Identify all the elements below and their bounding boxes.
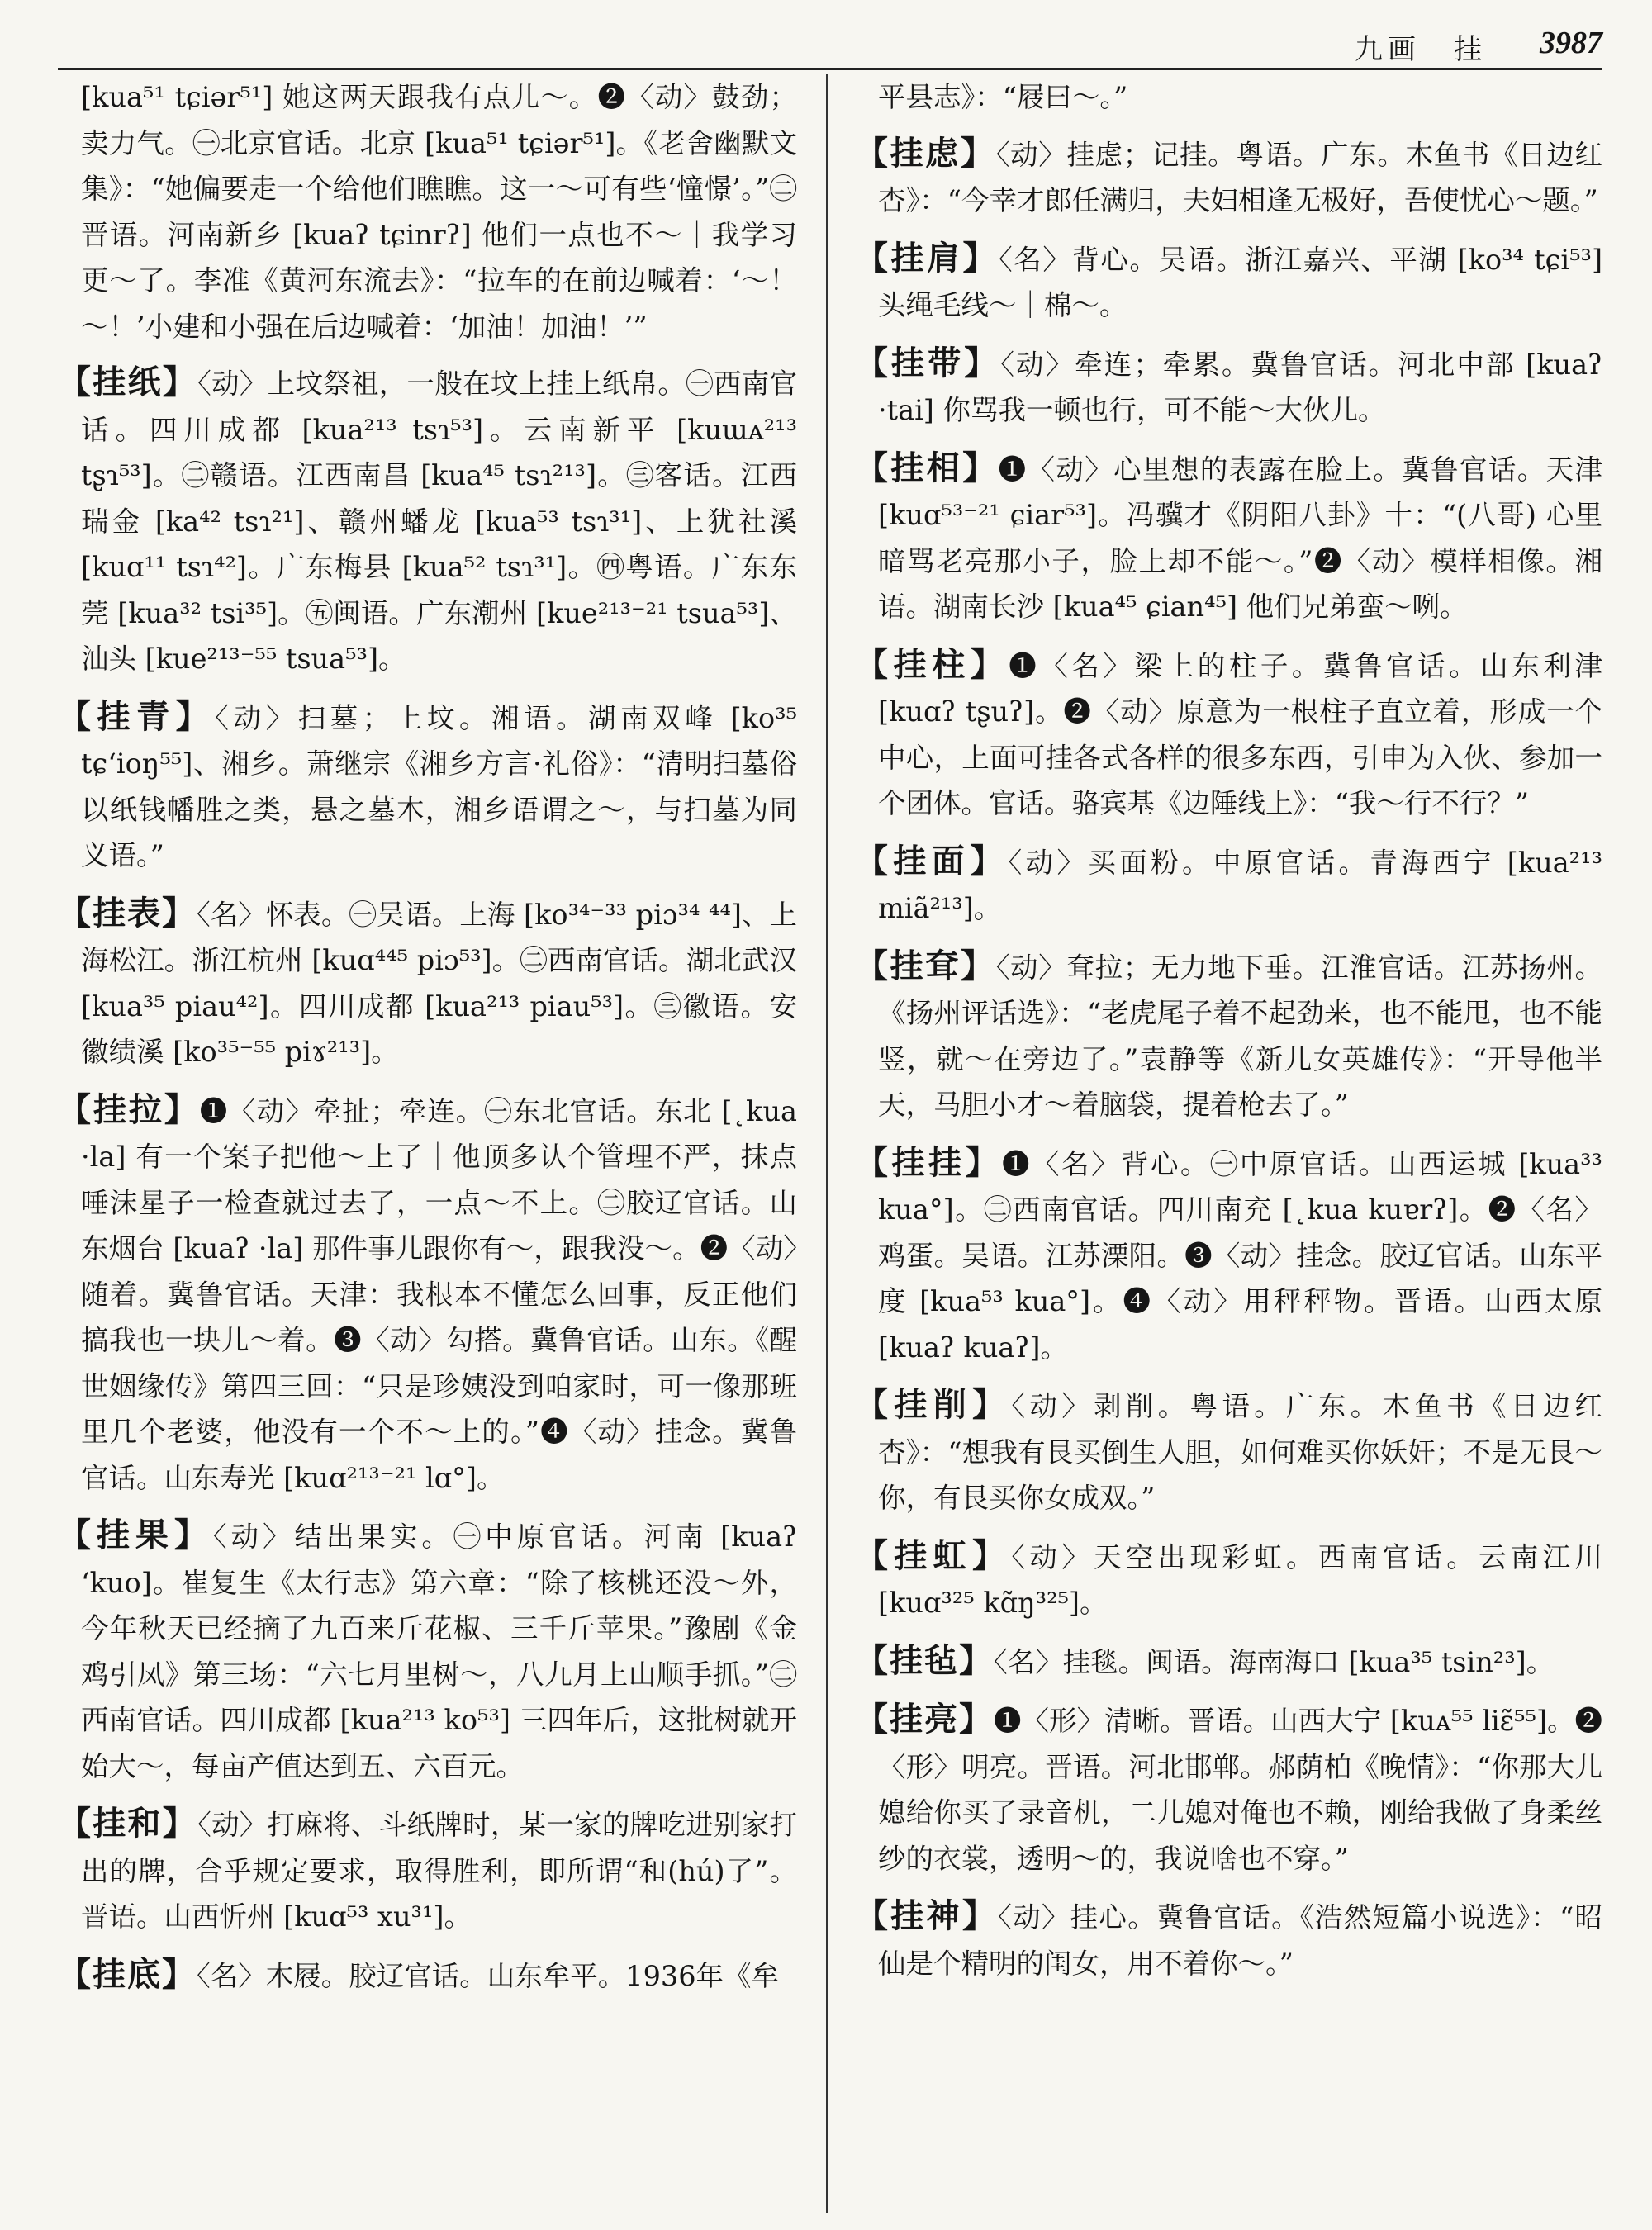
- dictionary-entry: [855, 340, 1602, 434]
- entry-headword: 【挂挂】: [855, 1142, 1003, 1182]
- dictionary-entry: [58, 1801, 797, 1940]
- entry-body: 〈动〉耷拉；无力地下垂。江淮官话。江苏扬州。《扬州评话选》：“老虎尾子着不起劲来，也不能甩，也不能竖，就～在旁边了。”袁静等《新儿女英雄传》：“开导他半天，马胆小才～着脑袋，提着枪去了。”: [878, 951, 1602, 1121]
- entry-headword: 【挂毡】: [855, 1640, 994, 1680]
- entry-body: ❶〈名〉梁上的柱子。冀鲁官话。山东利津 [kuɑʔ tʂuʔ]。❷〈动〉原意为一根柱子直立着，形成一个中心，上面可挂各式各样的很多东西，引申为入伙、参加一个团体。官话。骆宾基《边陲线上》：“我～行不行？”: [878, 649, 1602, 819]
- entry-body: 〈动〉挂心。冀鲁官话。《浩然短篇小说选》：“昭仙是个精明的闺女，用不着你～。”: [878, 1901, 1602, 1980]
- dictionary-entry: [855, 1140, 1602, 1371]
- entry-body: 〈名〉木屐。胶辽官话。山东牟平。1936年《牟: [197, 1959, 780, 1992]
- dictionary-entry: [855, 642, 1602, 827]
- dictionary-entry: [855, 1893, 1602, 1986]
- entry-headword: 【挂肩】: [855, 238, 999, 278]
- dictionary-entry: [855, 943, 1602, 1128]
- entry-body: ❶〈动〉心里想的表露在脸上。冀鲁官话。天津 [kuɑ⁵³⁻²¹ ɕiar⁵³]。冯骥才《阴阳八卦》十：“(八哥) 心里暗骂老亮那小子，脸上却不能～。”❷〈动〉模样相像。湘语。湖南长沙 [kua⁴⁵ ɕian⁴⁵] 他们兄弟蛮～咧。: [878, 453, 1602, 623]
- entry-body: ❶〈形〉清晰。晋语。山西大宁 [kuᴀ⁵⁵ liɛ̃⁵⁵]。❷〈形〉明亮。晋语。河北邯郸。郝荫柏《晚情》：“你那大儿媳给你买了录音机，二儿媳对俺也不赖，刚给我做了身柔丝纱的衣裳，透明～的，我说啥也不穿。”: [878, 1705, 1602, 1875]
- running-head: 九画 挂: [1355, 33, 1487, 66]
- dictionary-entry: [855, 838, 1602, 932]
- entry-body: 〈动〉挂虑；记挂。粤语。广东。木鱼书《日边红杏》：“今幸才郎任满归，夫妇相逢无极好，吾使忧心～题。”: [878, 138, 1602, 216]
- entry-headword: 【挂底】: [58, 1954, 197, 1994]
- entry-body: 〈名〉背心。吴语。浙江嘉兴、平湖 [ko³⁴ tɕi⁵³] 头绳毛线～｜棉～。: [878, 243, 1602, 321]
- dictionary-entry: [855, 1696, 1602, 1881]
- dictionary-entry: [58, 1087, 797, 1502]
- right-column: [855, 74, 1602, 2213]
- dictionary-entry: [855, 235, 1602, 329]
- continued-entry: [kua⁵¹ tɕiər⁵¹] 她这两天跟我有点儿～。❷〈动〉鼓劲；卖力气。㊀北京官话。北京 [kua⁵¹ tɕiər⁵¹]。《老舍幽默文集》：“她偏要走一个给他们瞧瞧。这一～可有些‘憧憬’。”㊁晋语。河南新乡 [kuaʔ tɕinrʔ] 他们一点也不～｜我学习更～了。李准《黄河东流去》：“拉车的在前边喊着：‘～！～！’小建和小强在后边喊着：‘加油！加油！’”: [81, 81, 797, 343]
- entry-headword: 【挂神】: [855, 1896, 999, 1935]
- page-header: [58, 18, 1602, 70]
- entry-headword: 【挂虹】: [855, 1535, 1012, 1575]
- entry-headword: 【挂纸】: [58, 363, 198, 401]
- dictionary-entry: [58, 694, 797, 879]
- dictionary-entry: [855, 1382, 1602, 1521]
- dictionary-entry: [58, 1512, 797, 1789]
- dictionary-entry: [855, 1533, 1602, 1626]
- entry-body: 〈动〉天空出现彩虹。西南官话。云南江川 [kuɑ³²⁵ kɑ̃ŋ³²⁵]。: [878, 1540, 1602, 1619]
- dictionary-entry: [58, 1952, 797, 2000]
- entry-headword: 【挂果】: [58, 1516, 213, 1554]
- entry-headword: 【挂带】: [855, 343, 1001, 382]
- entry-headword: 【挂拉】: [58, 1089, 200, 1129]
- entry-body: 〈动〉结出果实。㊀中原官话。河南 [kuaʔ ʻkuo]。崔复生《太行志》第六章：“除了核桃还没～外，今年秋天已经摘了九百来斤花椒、三千斤苹果。”豫剧《金鸡引凤》第三场：“六七月里树～，八九月上山顺手抓。”㊁西南官话。四川成都 [kua²¹³ ko⁵³] 三四年后，这批树就开始大～，每亩产值达到五、六百元。: [81, 1521, 797, 1782]
- entry-headword: 【挂柱】: [855, 644, 1009, 684]
- entry-body: ❶〈动〉牵扯；牵连。㊀东北官话。东北 [˛kua ·la] 有一个案子把他～上了｜他顶多认个管理不严，抹点唾沫星子一检查就过去了，一点～不上。㊁胶辽官话。山东烟台 [kuaʔ ·la] 那件事儿跟你有～，跟我没～。❷〈动〉随着。冀鲁官话。天津：我根本不懂怎么回事，反正他们搞我也一块儿～着。❸〈动〉勾搭。冀鲁官话。山东。《醒世姻缘传》第四三回：“只是珍姨没到咱家时，可一像那班里几个老婆，他没有一个不～上的。”❹〈动〉挂念。冀鲁官话。山东寿光 [kuɑ²¹³⁻²¹ lɑ°]。: [81, 1094, 797, 1494]
- dictionary-entry: [855, 1638, 1602, 1686]
- dictionary-entry: [855, 445, 1602, 630]
- entry-headword: 【挂相】: [855, 448, 999, 487]
- entry-body: 〈名〉怀表。㊀吴语。上海 [ko³⁴⁻³³ piɔ³⁴ ⁴⁴]、上海松江。浙江杭州 [kuɑ⁴⁴⁵ piɔ⁵³]。㊁西南官话。湖北武汉 [kua³⁵ piau⁴²]。四川成都 [kua²¹³ piau⁵³]。㊂徽语。安徽绩溪 [ko³⁵⁻⁵⁵ piɤ²¹³]。: [81, 898, 797, 1068]
- dictionary-entry: [855, 130, 1602, 224]
- left-column: [58, 74, 797, 2213]
- entry-headword: 【挂青】: [58, 696, 216, 736]
- entry-body: 〈动〉上坟祭祖，一般在坟上挂上纸帛。㊀西南官话。四川成都 [kua²¹³ tsɿ⁵³]。云南新平 [kuɯᴀ²¹³ tʂɿ⁵³]。㊁赣语。江西南昌 [kua⁴⁵ tsɿ²¹³]。㊂客话。江西瑞金 [ka⁴² tsɿ²¹]、赣州蟠龙 [kua⁵³ tsɿ³¹]、上犹社溪 [kuɑ¹¹ tsɿ⁴²]。广东梅县 [kua⁵² tsɿ³¹]。㊃粤语。广东东莞 [kua³² tsi³⁵]。㊄闽语。广东潮州 [kue²¹³⁻²¹ tsua⁵³]、汕头 [kue²¹³⁻⁵⁵ tsua⁵³]。: [81, 368, 797, 675]
- entry-body: ❶〈名〉背心。㊀中原官话。山西运城 [kua³³ kua°]。㊁西南官话。四川南充 [˛kua kuɐrʔ]。❷〈名〉鸡蛋。吴语。江苏溧阳。❸〈动〉挂念。胶辽官话。山东平度 [kua⁵³ kua°]。❹〈动〉用秤秤物。晋语。山西太原 [kuaʔ kuaʔ]。: [878, 1147, 1602, 1364]
- page-number: 3987: [1540, 26, 1602, 60]
- entry-headword: 【挂耷】: [855, 946, 996, 985]
- entry-body: 〈动〉打麻将、斗纸牌时，某一家的牌吃进别家打出的牌，合乎规定要求，取得胜利，即所谓“和(hú)了”。晋语。山西忻州 [kuɑ⁵³ xu³¹]。: [81, 1809, 797, 1933]
- entry-body: 〈动〉剥削。粤语。广东。木鱼书《日边红杏》：“想我有艮买倒生人胆，如何难买你妖奸；不是无艮～你，有艮买你女成双。”: [878, 1390, 1602, 1514]
- entry-body: 〈动〉牵连；牵累。冀鲁官话。河北中部 [kuaʔ ·tai] 你骂我一顿也行，可不能～大伙儿。: [878, 348, 1602, 426]
- entry-headword: 【挂亮】: [855, 1700, 995, 1739]
- entry-headword: 【挂虑】: [855, 133, 996, 173]
- entry-headword: 【挂和】: [58, 1804, 198, 1843]
- continued-entry: 平县志》：“屐曰～。”: [878, 81, 1128, 113]
- entry-body: 〈动〉买面粉。中原官话。青海西宁 [kua²¹³ miã²¹³]。: [878, 846, 1602, 924]
- entry-headword: 【挂表】: [58, 893, 197, 932]
- entry-headword: 【挂面】: [855, 841, 1009, 880]
- entry-body: 〈动〉扫墓；上坟。湘语。湖南双峰 [ko³⁵ tɕʻioŋ⁵⁵]、湘乡。萧继宗《湘乡方言·礼俗》：“清明扫墓俗以纸钱幡胜之类，悬之墓木，湘乡语谓之～，与扫墓为同义语。”: [81, 701, 797, 871]
- dictionary-entry: [58, 359, 797, 682]
- dictionary-entry: [58, 890, 797, 1075]
- entry-body: 〈名〉挂毯。闽语。海南海口 [kua³⁵ tsin²³]。: [994, 1645, 1555, 1678]
- entry-headword: 【挂削】: [855, 1385, 1012, 1424]
- column-divider: [826, 74, 828, 2213]
